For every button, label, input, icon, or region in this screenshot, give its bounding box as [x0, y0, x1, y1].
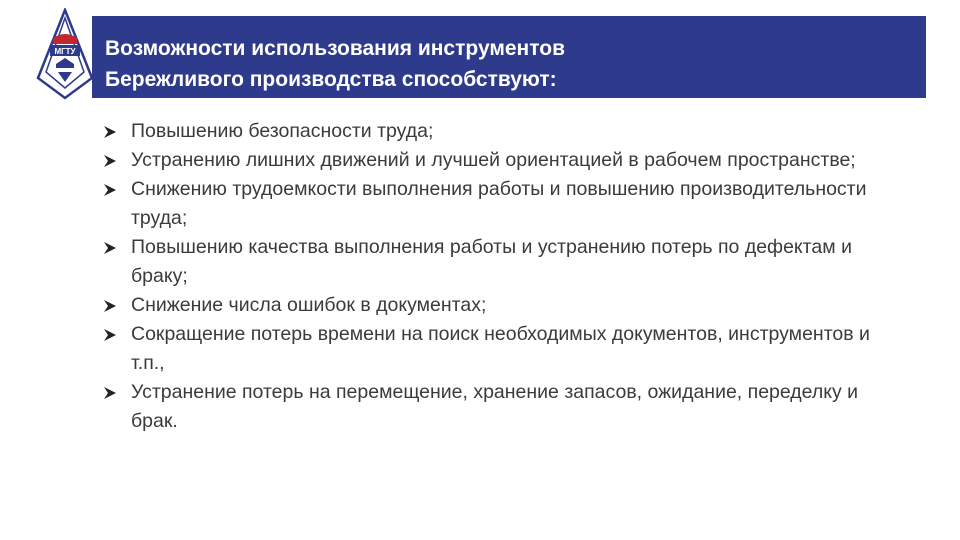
arrowhead-bullet-icon — [103, 386, 117, 400]
list-item — [103, 117, 903, 146]
list-item — [103, 146, 903, 175]
bullet-text: Устранение потерь на перемещение, хранение запасов, ожидание, переделку и брак. — [131, 381, 859, 432]
slide-title-line-2: Бережливого производства способствуют: — [105, 68, 557, 91]
bullet-text: Снижение числа ошибок в документах; — [131, 294, 487, 316]
list-item — [103, 175, 903, 233]
bullet-text: Устранению лишних движений и лучшей ориентацией в рабочем пространстве; — [131, 149, 856, 171]
arrowhead-bullet-icon — [103, 241, 117, 255]
list-item — [103, 320, 903, 378]
title-bar — [92, 16, 926, 98]
logo-text: МГТУ — [54, 47, 76, 56]
slide-title-line-1: Возможности использования инструментов — [105, 37, 565, 60]
arrowhead-bullet-icon — [103, 183, 117, 197]
list-item — [103, 378, 903, 436]
list-item — [103, 233, 903, 291]
bullet-text: Снижению трудоемкости выполнения работы и повышению производительности труда; — [131, 178, 867, 229]
bullet-text: Повышению качества выполнения работы и устранению потерь по дефектам и браку; — [131, 236, 852, 287]
arrowhead-bullet-icon — [103, 154, 117, 168]
arrowhead-bullet-icon — [103, 328, 117, 342]
list-item — [103, 291, 903, 320]
bullet-text: Повышению безопасности труда; — [131, 120, 434, 142]
bullet-list — [103, 117, 903, 436]
bullet-text: Сокращение потерь времени на поиск необходимых документов, инструментов и т.п., — [131, 323, 870, 374]
university-emblem-icon — [34, 8, 96, 100]
arrowhead-bullet-icon — [103, 299, 117, 313]
arrowhead-bullet-icon — [103, 125, 117, 139]
